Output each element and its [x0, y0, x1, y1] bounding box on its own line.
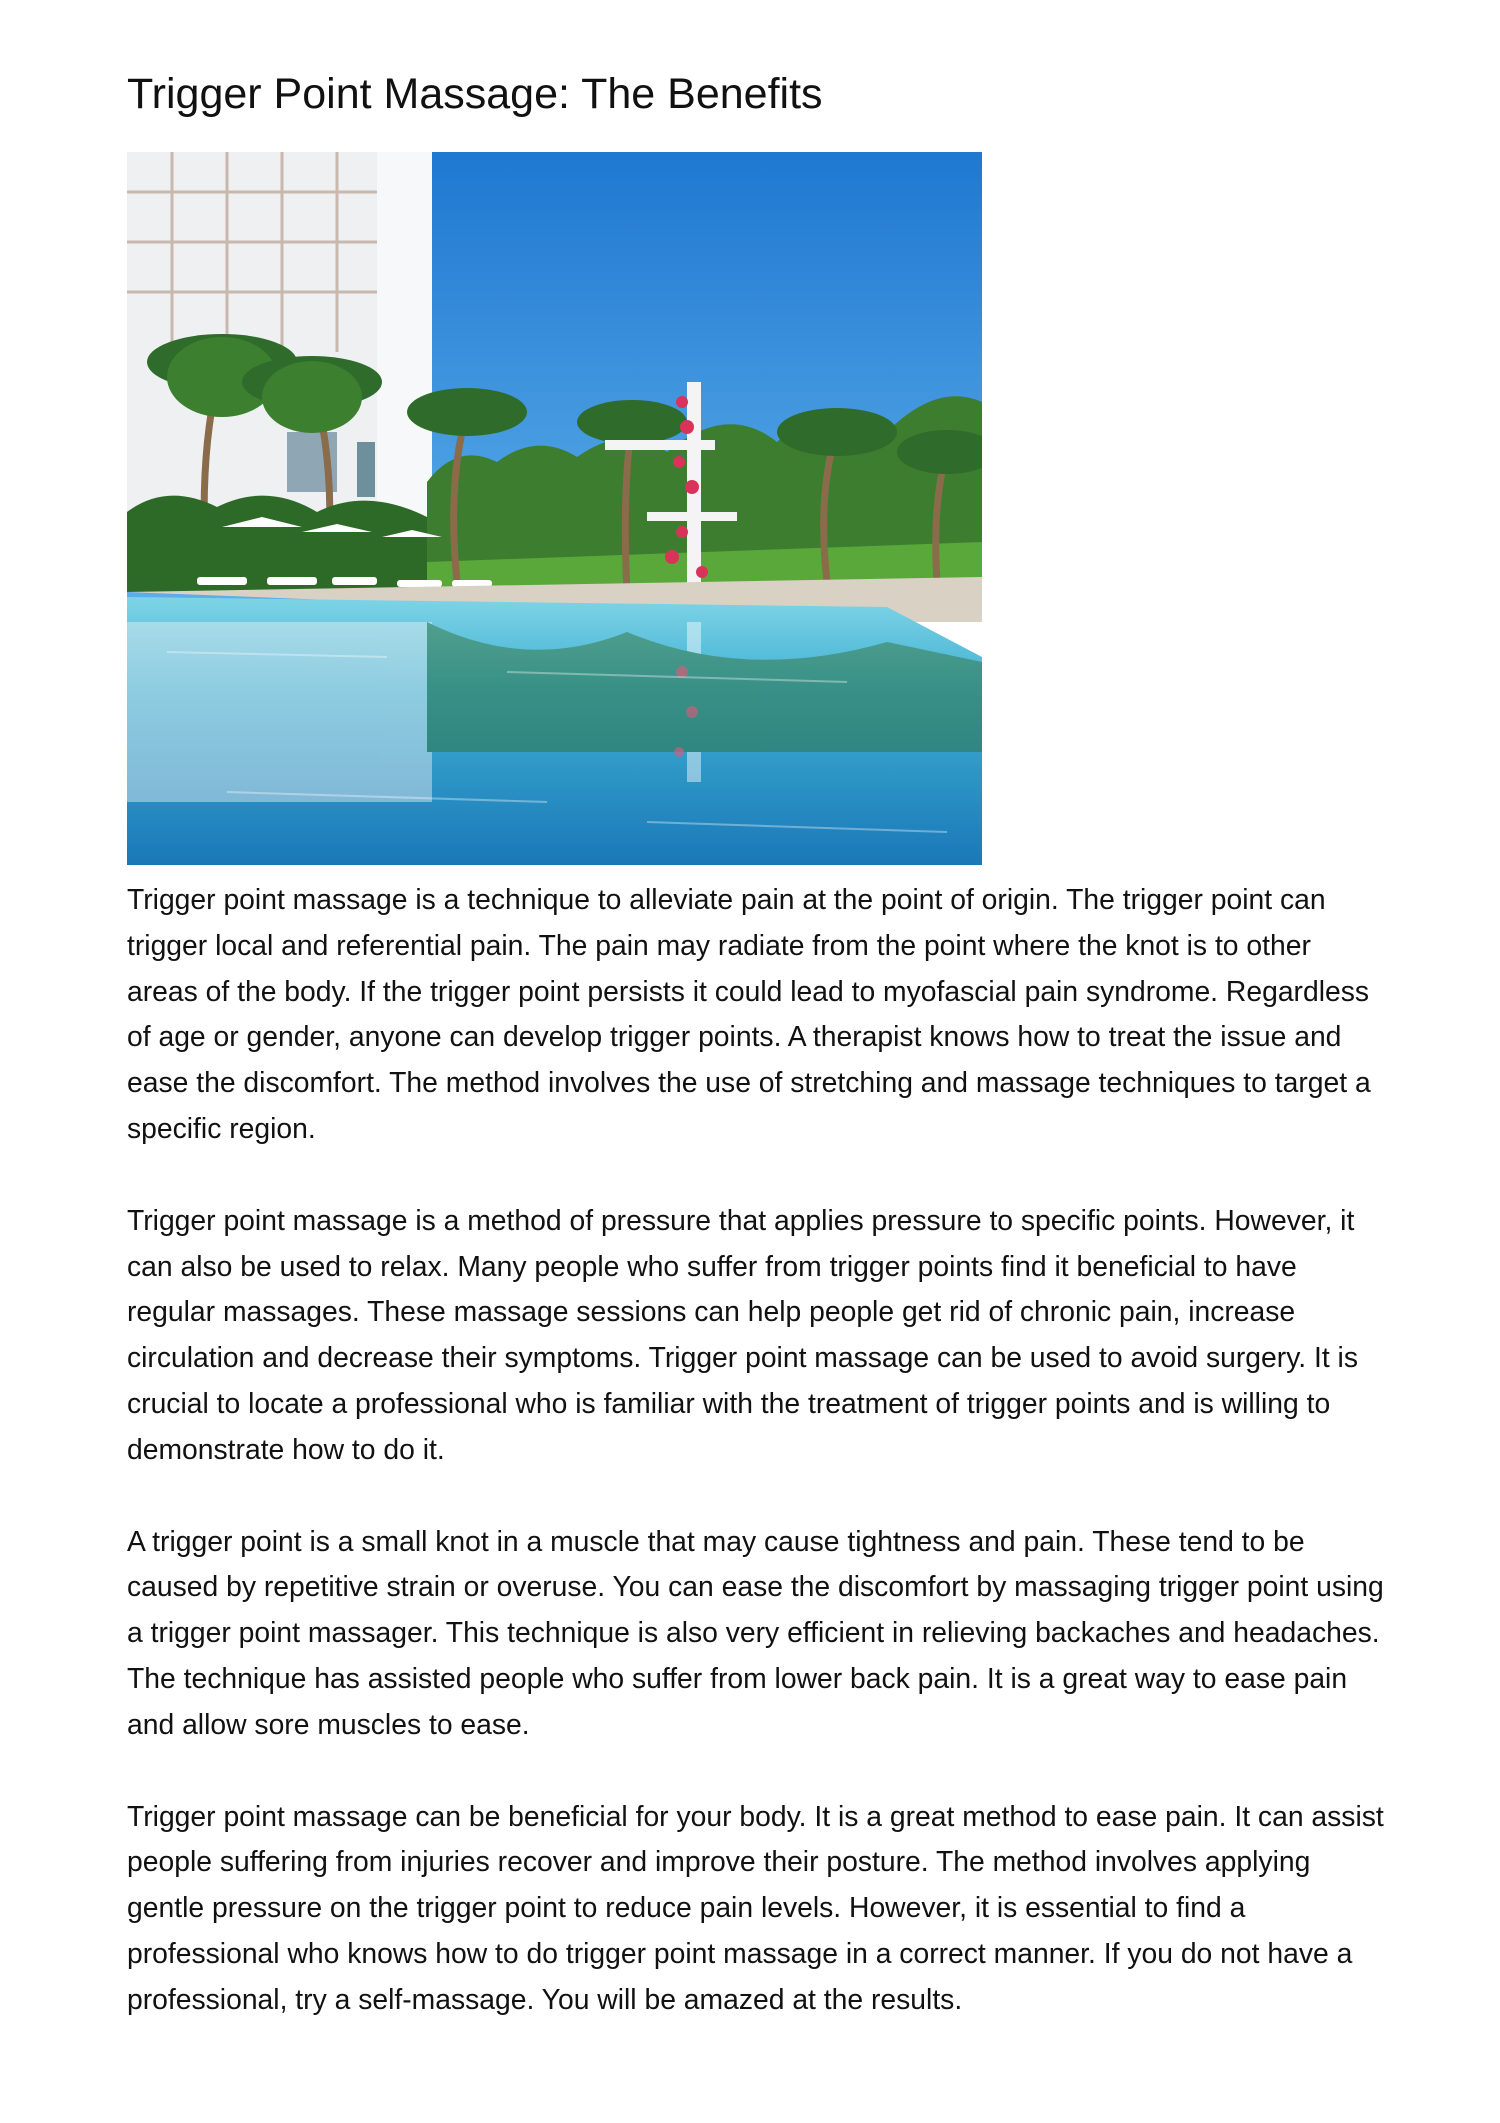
article-body	[127, 877, 1387, 2069]
paragraph: A trigger point is a small knot in a muscle that may cause tightness and pain. These tend to be caused by repetitive strain or overuse. You can ease the discomfort by massaging trigger point using a trigger point massager. This technique is also very efficient in relieving backaches and headaches. The technique has assisted people who suffer from lower back pain. It is a great way to ease pain and allow sore muscles to ease.	[127, 1524, 1384, 1740]
resort-pool-illustration	[127, 152, 982, 865]
paragraph: Trigger point massage is a method of pressure that applies pressure to specific points. However, it can also be used to relax. Many people who suffer from trigger points find it beneficial to have regular massages. These massage sessions can help people get rid of chronic pain, increase circulation and decrease their symptoms. Trigger point massage can be used to avoid surgery. It is crucial to locate a professional who is familiar with the treatment of trigger points and is willing to demonstrate how to do it.	[127, 1203, 1358, 1465]
paragraph: Trigger point massage can be beneficial for your body. It is a great method to ease pain. It can assist people suffering from injuries recover and improve their posture. The method involves applying gentle pressure on the trigger point to reduce pain levels. However, it is essential to find a professional who knows how to do trigger point massage in a correct manner. If you do not have a professional, try a self-massage. You will be amazed at the results.	[127, 1799, 1384, 2015]
page-title: Trigger Point Massage: The Benefits	[127, 70, 823, 118]
paragraph: Trigger point massage is a technique to alleviate pain at the point of origin. The trigger point can trigger local and referential pain. The pain may radiate from the point where the knot is to other areas of the body. If the trigger point persists it could lead to myofascial pain syndrome. Regardless of age or gender, anyone can develop trigger points. A therapist knows how to treat the issue and ease the discomfort. The method involves the use of stretching and massage techniques to target a specific region.	[127, 883, 1371, 1144]
resort-pool-photo	[127, 152, 982, 865]
